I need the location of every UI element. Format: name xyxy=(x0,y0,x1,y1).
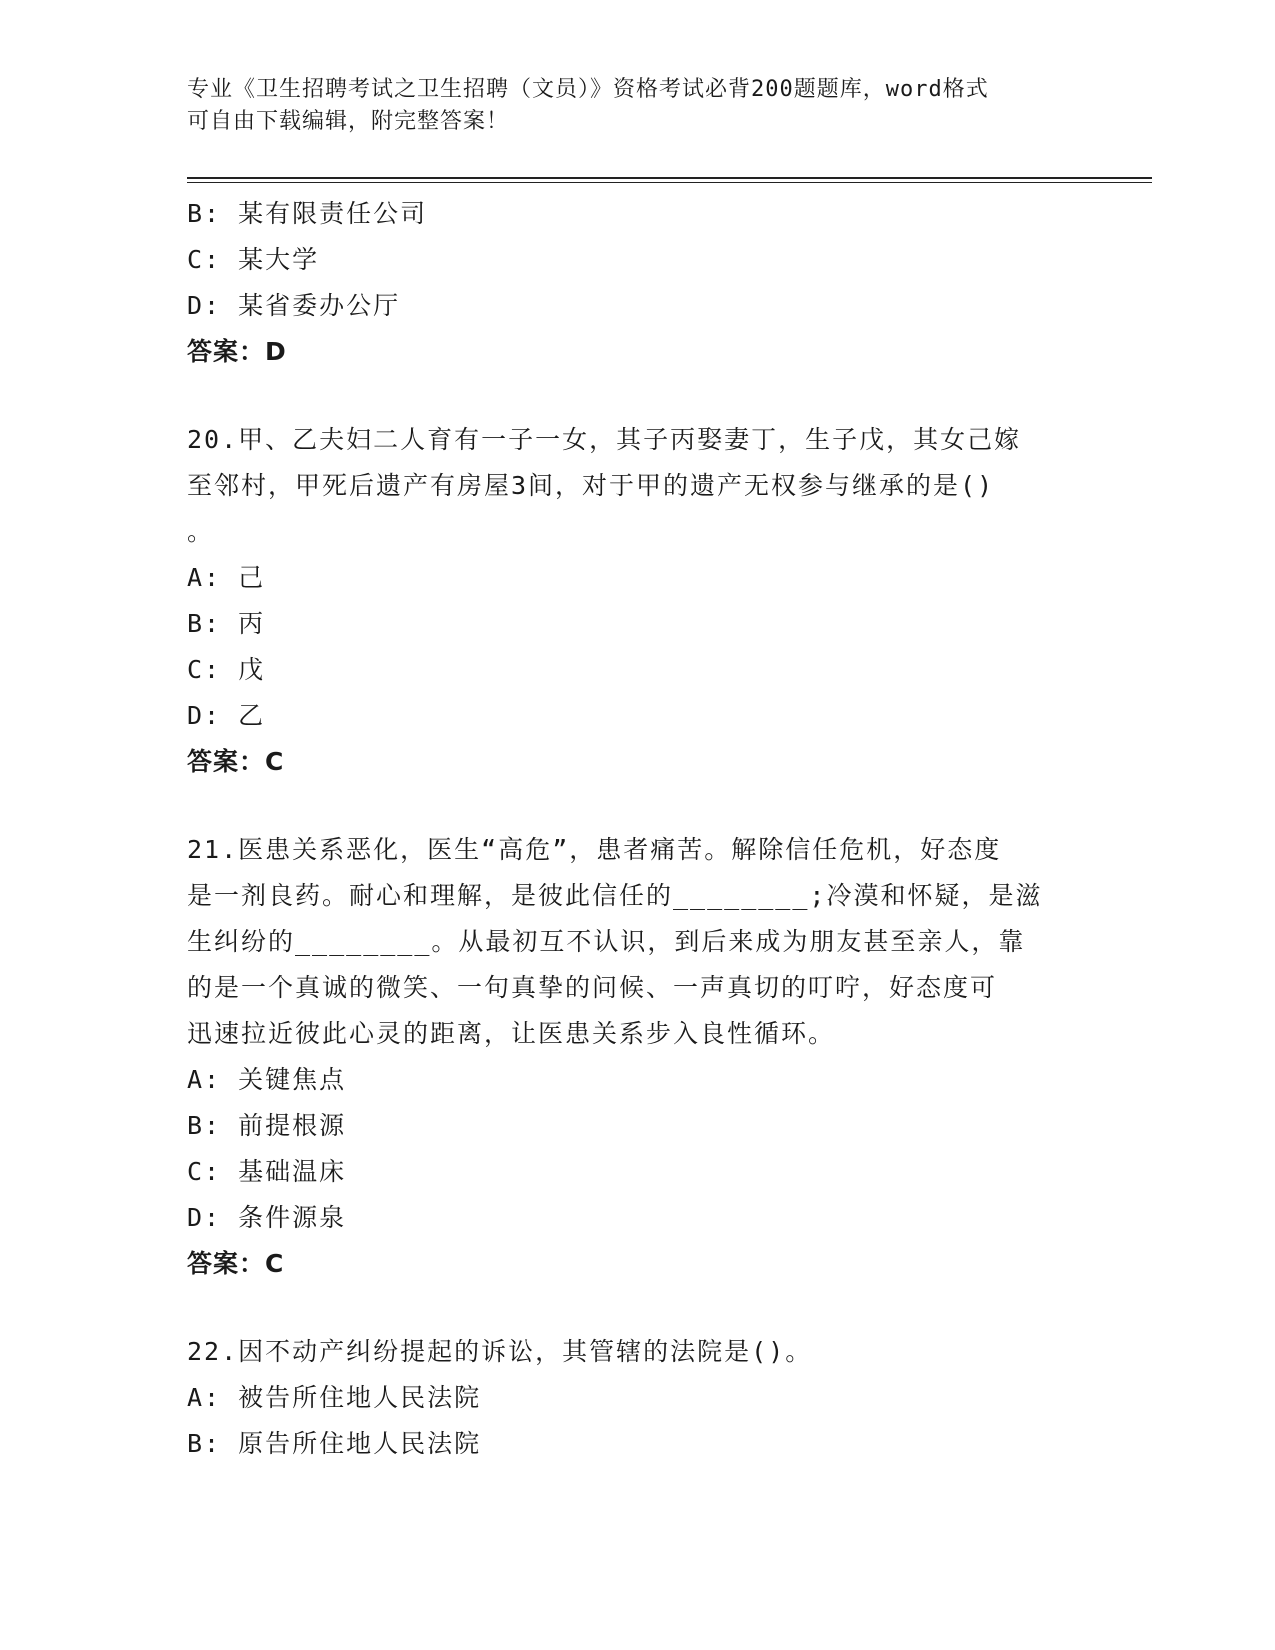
question-21 xyxy=(187,827,1087,1287)
question-19-tail xyxy=(187,191,1087,375)
question-20 xyxy=(187,417,1087,785)
header-rule-thin xyxy=(187,182,1152,183)
question-stem-line: 的是一个真诚的微笑、一句真挚的问候、一声真切的叮咛，好态度可 xyxy=(187,973,998,1002)
question-stem-line: 20.甲、乙夫妇二人育有一子一女，其子丙娶妻丁，生子戊，其女己嫁 xyxy=(187,425,1022,454)
question-stem-line: 是一剂良药。耐心和理解，是彼此信任的________;冷漠和怀疑，是滋 xyxy=(187,881,1043,910)
option-c: C: 基础温床 xyxy=(187,1157,347,1186)
option-d: D: 条件源泉 xyxy=(187,1203,347,1232)
spacer xyxy=(187,785,1087,827)
option-a: A: 关键焦点 xyxy=(187,1065,347,1094)
option-b: B: 前提根源 xyxy=(187,1111,347,1140)
question-stem-line: 至邻村，甲死后遗产有房屋3间，对于甲的遗产无权参与继承的是() xyxy=(187,471,995,500)
answer-line: 答案：C xyxy=(187,747,285,776)
question-list xyxy=(187,191,1087,1467)
answer-line: 答案：D xyxy=(187,337,287,366)
option-b: B: 丙 xyxy=(187,609,266,638)
question-22 xyxy=(187,1329,1087,1467)
header-line-1: 专业《卫生招聘考试之卫生招聘（文员）》资格考试必背200题题库，word格式 xyxy=(187,77,989,102)
option-b: B: 原告所住地人民法院 xyxy=(187,1429,482,1458)
question-stem-line: 22.因不动产纠纷提起的诉讼，其管辖的法院是()。 xyxy=(187,1337,813,1366)
option-d: D: 某省委办公厅 xyxy=(187,291,401,320)
question-stem-line: 生纠纷的________。从最初互不认识，到后来成为朋友甚至亲人，靠 xyxy=(187,927,1026,956)
option-d: D: 乙 xyxy=(187,701,266,730)
question-stem-line: 21.医患关系恶化，医生“高危”，患者痛苦。解除信任危机，好态度 xyxy=(187,835,1002,864)
question-stem-line: 。 xyxy=(187,517,215,546)
spacer xyxy=(187,375,1087,417)
option-c: C: 某大学 xyxy=(187,245,320,274)
question-stem-line: 迅速拉近彼此心灵的距离，让医患关系步入良性循环。 xyxy=(187,1019,836,1048)
spacer xyxy=(187,1287,1087,1329)
document-header xyxy=(187,74,1087,138)
option-a: A: 被告所住地人民法院 xyxy=(187,1383,482,1412)
option-a: A: 己 xyxy=(187,563,266,592)
option-b: B: 某有限责任公司 xyxy=(187,199,428,228)
header-line-2: 可自由下载编辑，附完整答案！ xyxy=(187,109,510,134)
answer-line: 答案：C xyxy=(187,1249,285,1278)
option-c: C: 戊 xyxy=(187,655,266,684)
header-rule-thick xyxy=(187,177,1152,179)
